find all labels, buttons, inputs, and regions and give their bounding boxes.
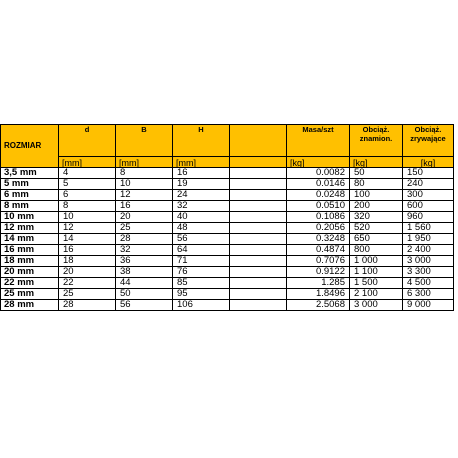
masa-cell: 0.0146 [287, 179, 350, 190]
masa-cell: 0.3248 [287, 234, 350, 245]
header-masa: Masa/szt [287, 125, 350, 157]
h-cell: 76 [173, 267, 230, 278]
empty-cell [230, 212, 287, 223]
znam-cell: 3 000 [350, 300, 403, 311]
h-cell: 48 [173, 223, 230, 234]
header-h: H [173, 125, 230, 157]
zryw-cell: 6 300 [403, 289, 454, 300]
znam-cell: 50 [350, 168, 403, 179]
zryw-cell: 150 [403, 168, 454, 179]
masa-cell: 0.9122 [287, 267, 350, 278]
empty-cell [230, 179, 287, 190]
empty-cell [230, 234, 287, 245]
b-cell: 56 [116, 300, 173, 311]
empty-cell [230, 190, 287, 201]
zryw-cell: 1 560 [403, 223, 454, 234]
header-rozmiar: ROZMIAR [1, 125, 59, 168]
b-cell: 16 [116, 201, 173, 212]
masa-cell: 0.4874 [287, 245, 350, 256]
znam-cell: 2 100 [350, 289, 403, 300]
masa-cell: 1.8496 [287, 289, 350, 300]
table-row [1, 212, 454, 223]
size-cell: 14 mm [1, 234, 59, 245]
empty-cell [230, 256, 287, 267]
d-cell: 6 [59, 190, 116, 201]
size-cell: 8 mm [1, 201, 59, 212]
b-cell: 10 [116, 179, 173, 190]
masa-cell: 0.2056 [287, 223, 350, 234]
table-row [1, 300, 454, 311]
zryw-cell: 240 [403, 179, 454, 190]
zryw-cell: 9 000 [403, 300, 454, 311]
h-cell: 56 [173, 234, 230, 245]
table-body [1, 168, 454, 311]
table-row [1, 256, 454, 267]
unit-b: [mm] [116, 157, 173, 168]
table-row [1, 267, 454, 278]
b-cell: 44 [116, 278, 173, 289]
masa-cell: 0.0510 [287, 201, 350, 212]
d-cell: 25 [59, 289, 116, 300]
b-cell: 36 [116, 256, 173, 267]
empty-cell [230, 278, 287, 289]
d-cell: 5 [59, 179, 116, 190]
b-cell: 38 [116, 267, 173, 278]
header-d: d [59, 125, 116, 157]
d-cell: 22 [59, 278, 116, 289]
masa-cell: 0.7076 [287, 256, 350, 267]
znam-cell: 1 100 [350, 267, 403, 278]
empty-cell [230, 300, 287, 311]
masa-cell: 0.1086 [287, 212, 350, 223]
table-row [1, 168, 454, 179]
table-row [1, 234, 454, 245]
d-cell: 28 [59, 300, 116, 311]
empty-cell [230, 289, 287, 300]
zryw-cell: 4 500 [403, 278, 454, 289]
empty-cell [230, 267, 287, 278]
h-cell: 40 [173, 212, 230, 223]
size-cell: 18 mm [1, 256, 59, 267]
size-cell: 25 mm [1, 289, 59, 300]
size-cell: 3,5 mm [1, 168, 59, 179]
empty-cell [230, 223, 287, 234]
h-cell: 85 [173, 278, 230, 289]
zryw-cell: 2 400 [403, 245, 454, 256]
table-row [1, 223, 454, 234]
d-cell: 14 [59, 234, 116, 245]
unit-empty [230, 157, 287, 168]
d-cell: 8 [59, 201, 116, 212]
empty-cell [230, 201, 287, 212]
znam-cell: 80 [350, 179, 403, 190]
b-cell: 8 [116, 168, 173, 179]
units-row [1, 157, 454, 168]
unit-zryw: [kg] [403, 157, 454, 168]
b-cell: 12 [116, 190, 173, 201]
d-cell: 16 [59, 245, 116, 256]
header-empty [230, 125, 287, 157]
table-row [1, 179, 454, 190]
znam-cell: 650 [350, 234, 403, 245]
size-cell: 22 mm [1, 278, 59, 289]
d-cell: 18 [59, 256, 116, 267]
d-cell: 20 [59, 267, 116, 278]
znam-cell: 320 [350, 212, 403, 223]
table-row [1, 190, 454, 201]
znam-cell: 200 [350, 201, 403, 212]
znam-cell: 800 [350, 245, 403, 256]
empty-cell [230, 168, 287, 179]
header-row [1, 125, 454, 157]
b-cell: 50 [116, 289, 173, 300]
masa-cell: 2.5068 [287, 300, 350, 311]
h-cell: 32 [173, 201, 230, 212]
unit-masa: [kg] [287, 157, 350, 168]
h-cell: 106 [173, 300, 230, 311]
znam-cell: 1 500 [350, 278, 403, 289]
b-cell: 20 [116, 212, 173, 223]
zryw-cell: 300 [403, 190, 454, 201]
d-cell: 10 [59, 212, 116, 223]
zryw-cell: 3 300 [403, 267, 454, 278]
h-cell: 24 [173, 190, 230, 201]
table-row [1, 245, 454, 256]
size-cell: 28 mm [1, 300, 59, 311]
zryw-cell: 600 [403, 201, 454, 212]
table-row [1, 278, 454, 289]
h-cell: 71 [173, 256, 230, 267]
masa-cell: 0.0248 [287, 190, 350, 201]
d-cell: 12 [59, 223, 116, 234]
size-cell: 10 mm [1, 212, 59, 223]
h-cell: 16 [173, 168, 230, 179]
h-cell: 64 [173, 245, 230, 256]
size-cell: 6 mm [1, 190, 59, 201]
d-cell: 4 [59, 168, 116, 179]
masa-cell: 0.0082 [287, 168, 350, 179]
zryw-cell: 1 950 [403, 234, 454, 245]
znam-cell: 100 [350, 190, 403, 201]
specification-table [0, 124, 454, 311]
b-cell: 25 [116, 223, 173, 234]
size-cell: 16 mm [1, 245, 59, 256]
header-b: B [116, 125, 173, 157]
unit-d: [mm] [59, 157, 116, 168]
unit-znam: [kg] [350, 157, 403, 168]
header-obciazenie-znamionowe: Obciąż. znamion. [350, 125, 403, 157]
znam-cell: 520 [350, 223, 403, 234]
size-cell: 20 mm [1, 267, 59, 278]
zryw-cell: 960 [403, 212, 454, 223]
h-cell: 19 [173, 179, 230, 190]
table-row [1, 289, 454, 300]
b-cell: 32 [116, 245, 173, 256]
h-cell: 95 [173, 289, 230, 300]
unit-h: [mm] [173, 157, 230, 168]
table-row [1, 201, 454, 212]
znam-cell: 1 000 [350, 256, 403, 267]
size-cell: 5 mm [1, 179, 59, 190]
b-cell: 28 [116, 234, 173, 245]
masa-cell: 1.285 [287, 278, 350, 289]
zryw-cell: 3 000 [403, 256, 454, 267]
header-obciazenie-zrywajace: Obciąż. zrywające [403, 125, 454, 157]
size-cell: 12 mm [1, 223, 59, 234]
empty-cell [230, 245, 287, 256]
